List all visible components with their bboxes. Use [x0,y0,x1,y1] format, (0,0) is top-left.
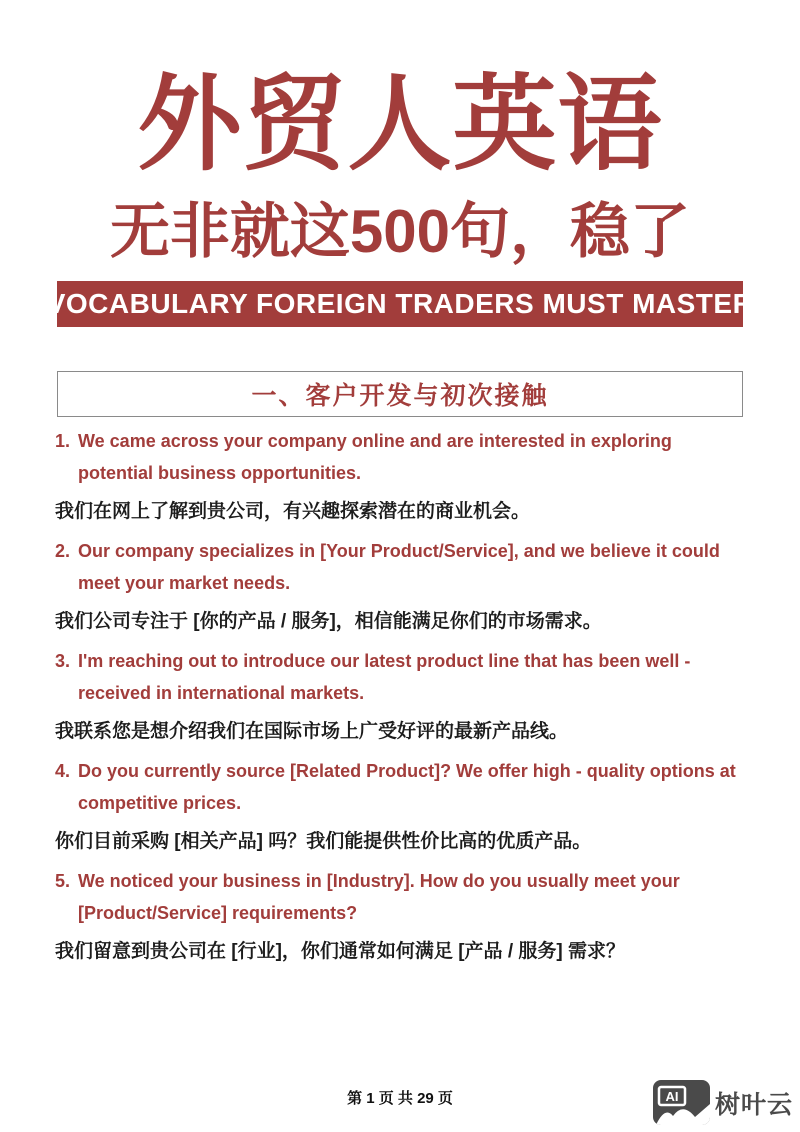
item-number: 1. [55,430,71,451]
logo-icon-label: AI [665,1089,679,1104]
page-title: 外贸人英语 [137,67,663,183]
english-sentence-text: Our company specializes in [Your Product/Service], and we believe it could meet your market needs. [78,540,720,593]
ai-image-icon [653,1080,710,1125]
item-number: 4. [55,760,71,781]
list-item [55,865,743,965]
english-sentence [55,645,743,709]
section-heading: 一、客户开发与初次接触 [251,381,549,410]
english-sentence [55,865,743,929]
chinese-translation: 我联系您是想介绍我们在国际市场上广受好评的最新产品线。 [55,720,569,742]
page-indicator: 第 1 页 共 29 页 [347,1090,453,1107]
english-sentence-text: I'm reaching out to introduce our latest product line that has been well - received in international markets. [78,650,691,703]
english-sentence [55,535,743,599]
english-sentence-text: Do you currently source [Related Product]? We offer high - quality options at competitive prices. [78,760,736,813]
list-item [55,535,743,635]
english-sentence [55,425,743,489]
item-number: 5. [55,870,71,891]
page-subtitle: 无非就这500句，稳了 [109,197,691,265]
banner-text: VOCABULARY FOREIGN TRADERS MUST MASTER [46,287,754,319]
banner-strip [46,281,754,327]
english-sentence-text: We noticed your business in [Industry]. How do you usually meet your [Product/Service] requirements? [78,870,680,923]
chinese-translation: 我们留意到贵公司在 [行业]，你们通常如何满足 [产品 / 服务] 需求？ [55,940,625,962]
english-sentence-text: We came across your company online and are interested in exploring potential business opportunities. [78,430,672,483]
list-item [55,755,743,855]
chinese-translation: 我们公司专注于 [你的产品 / 服务]，相信能满足你们的市场需求。 [55,610,602,632]
list-item [55,645,743,745]
list-item [55,425,743,525]
section-header-box [57,371,743,417]
chinese-translation: 我们在网上了解到贵公司，有兴趣探索潜在的商业机会。 [55,500,531,522]
logo-text: 树叶云 [714,1090,793,1119]
english-sentence [55,755,743,819]
sentence-list [55,425,743,965]
chinese-translation: 你们目前采购 [相关产品] 吗？我们能提供性价比高的优质产品。 [55,830,592,852]
item-number: 3. [55,650,71,671]
item-number: 2. [55,540,71,561]
watermark-logo [653,1080,793,1125]
